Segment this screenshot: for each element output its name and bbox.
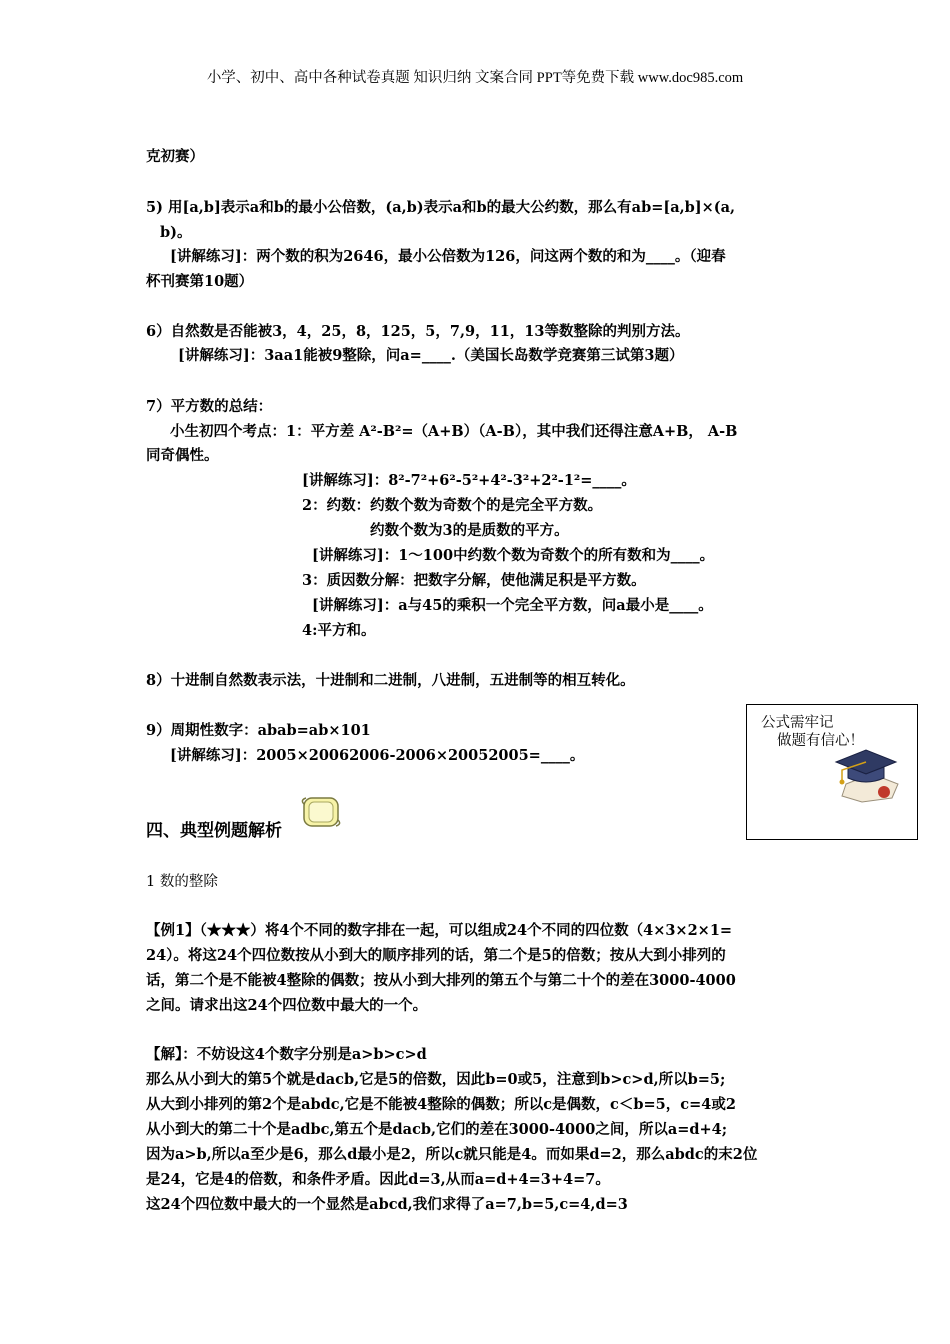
solution-line: 从大到小排列的第2个是abdc,它是不能被4整除的偶数；所以c是偶数，c＜b=5，c=4或2 [146,1096,736,1113]
tip-line-1: 公式需牢记 [761,715,834,731]
tip-line-2: 做题有信心！ [777,733,864,749]
text-line: 杯刊赛第10题） [146,273,254,290]
solution-line: 【解】：不妨设这4个数字分别是a>b>c>d [146,1046,427,1063]
scroll-icon [298,794,344,830]
graduation-cap-icon [832,740,902,806]
text-line: 6）自然数是否能被3，4，25，8，125，5，7,9，11，13等数整除的判别方法。 [146,323,690,340]
text-line: 8）十进制自然数表示法，十进制和二进制，八进制，五进制等的相互转化。 [146,672,635,689]
solution-line: 因为a>b,所以a至少是6，那么d最小是2，所以c就只能是4。而如果d=2，那么abdc的末2位 [146,1146,758,1163]
text-line: 4:平方和。 [302,622,376,639]
example-line: 【例1】（★★★）将4个不同的数字排在一起，可以组成24个不同的四位数（4×3×2×1= [146,922,733,939]
text-line: 7）平方数的总结： [146,398,273,415]
solution-line: 这24个四位数中最大的一个显然是abcd,我们求得了a=7,b=5,c=4,d=3 [146,1196,628,1213]
text-line: 9）周期性数字：abab=ab×101 [146,722,371,739]
text-line: 约数个数为3的是质数的平方。 [370,522,569,539]
text-line: 2：约数：约数个数为奇数个的是完全平方数。 [302,497,603,514]
example-line: 话，第二个是不能被4整除的偶数；按从小到大排列的第五个与第二十个的差在3000-4000 [146,972,736,989]
text-line: 3：质因数分解：把数字分解，使他满足积是平方数。 [302,572,646,589]
subsection-heading: 1 数的整除 [146,874,218,890]
solution-line: 是24，它是4的倍数，和条件矛盾。因此d=3,从而a=d+4=3+4=7。 [146,1171,610,1188]
solution-line: 那么从小到大的第5个就是dacb,它是5的倍数，因此b=0或5，注意到b>c>d,所以b=5; [146,1071,726,1088]
text-line: [讲解练习]：1～100中约数个数为奇数个的所有数和为____。 [312,547,715,564]
text-line: 小生初四个考点：1：平方差 A²-B²=（A+B）（A-B），其中我们还得注意A+B， A-B [170,423,738,440]
example-line: 24）。将这24个四位数按从小到大的顺序排列的话，第二个是5的倍数；按从大到小排列的 [146,947,726,964]
example-line: 之间。请求出这24个四位数中最大的一个。 [146,997,428,1014]
text-line: [讲解练习]：3aa1能被9整除，问a=____.（美国长岛数学竞赛第三试第3题） [178,347,684,364]
text-line: [讲解练习]：a与45的乘积一个完全平方数，问a最小是____。 [312,597,713,614]
text-line: [讲解练习]：2005×20062006-2006×20052005=____。 [170,747,585,764]
text-line: b)。 [160,224,192,241]
text-line: [讲解练习]：两个数的积为2646，最小公倍数为126，问这两个数的和为____。（迎春 [170,248,726,265]
text-line: 5) 用[a,b]表示a和b的最小公倍数，(a,b)表示a和b的最大公约数，那么有ab=[a,b]×(a, [146,199,736,216]
section-heading: 四、典型例题解析 [146,821,282,841]
text-line: [讲解练习]：8²-7²+6²-5²+4²-3²+2²-1²=____。 [302,472,636,489]
text-line: 克初赛） [146,148,204,165]
solution-line: 从小到大的第二十个是adbc,第五个是dacb,它们的差在3000-4000之间，所以a=d+4; [146,1121,728,1138]
text-line: 同奇偶性。 [146,447,219,464]
page-header: 小学、初中、高中各种试卷真题 知识归纳 文案合同 PPT等免费下载 www.doc985.com [206,70,744,86]
